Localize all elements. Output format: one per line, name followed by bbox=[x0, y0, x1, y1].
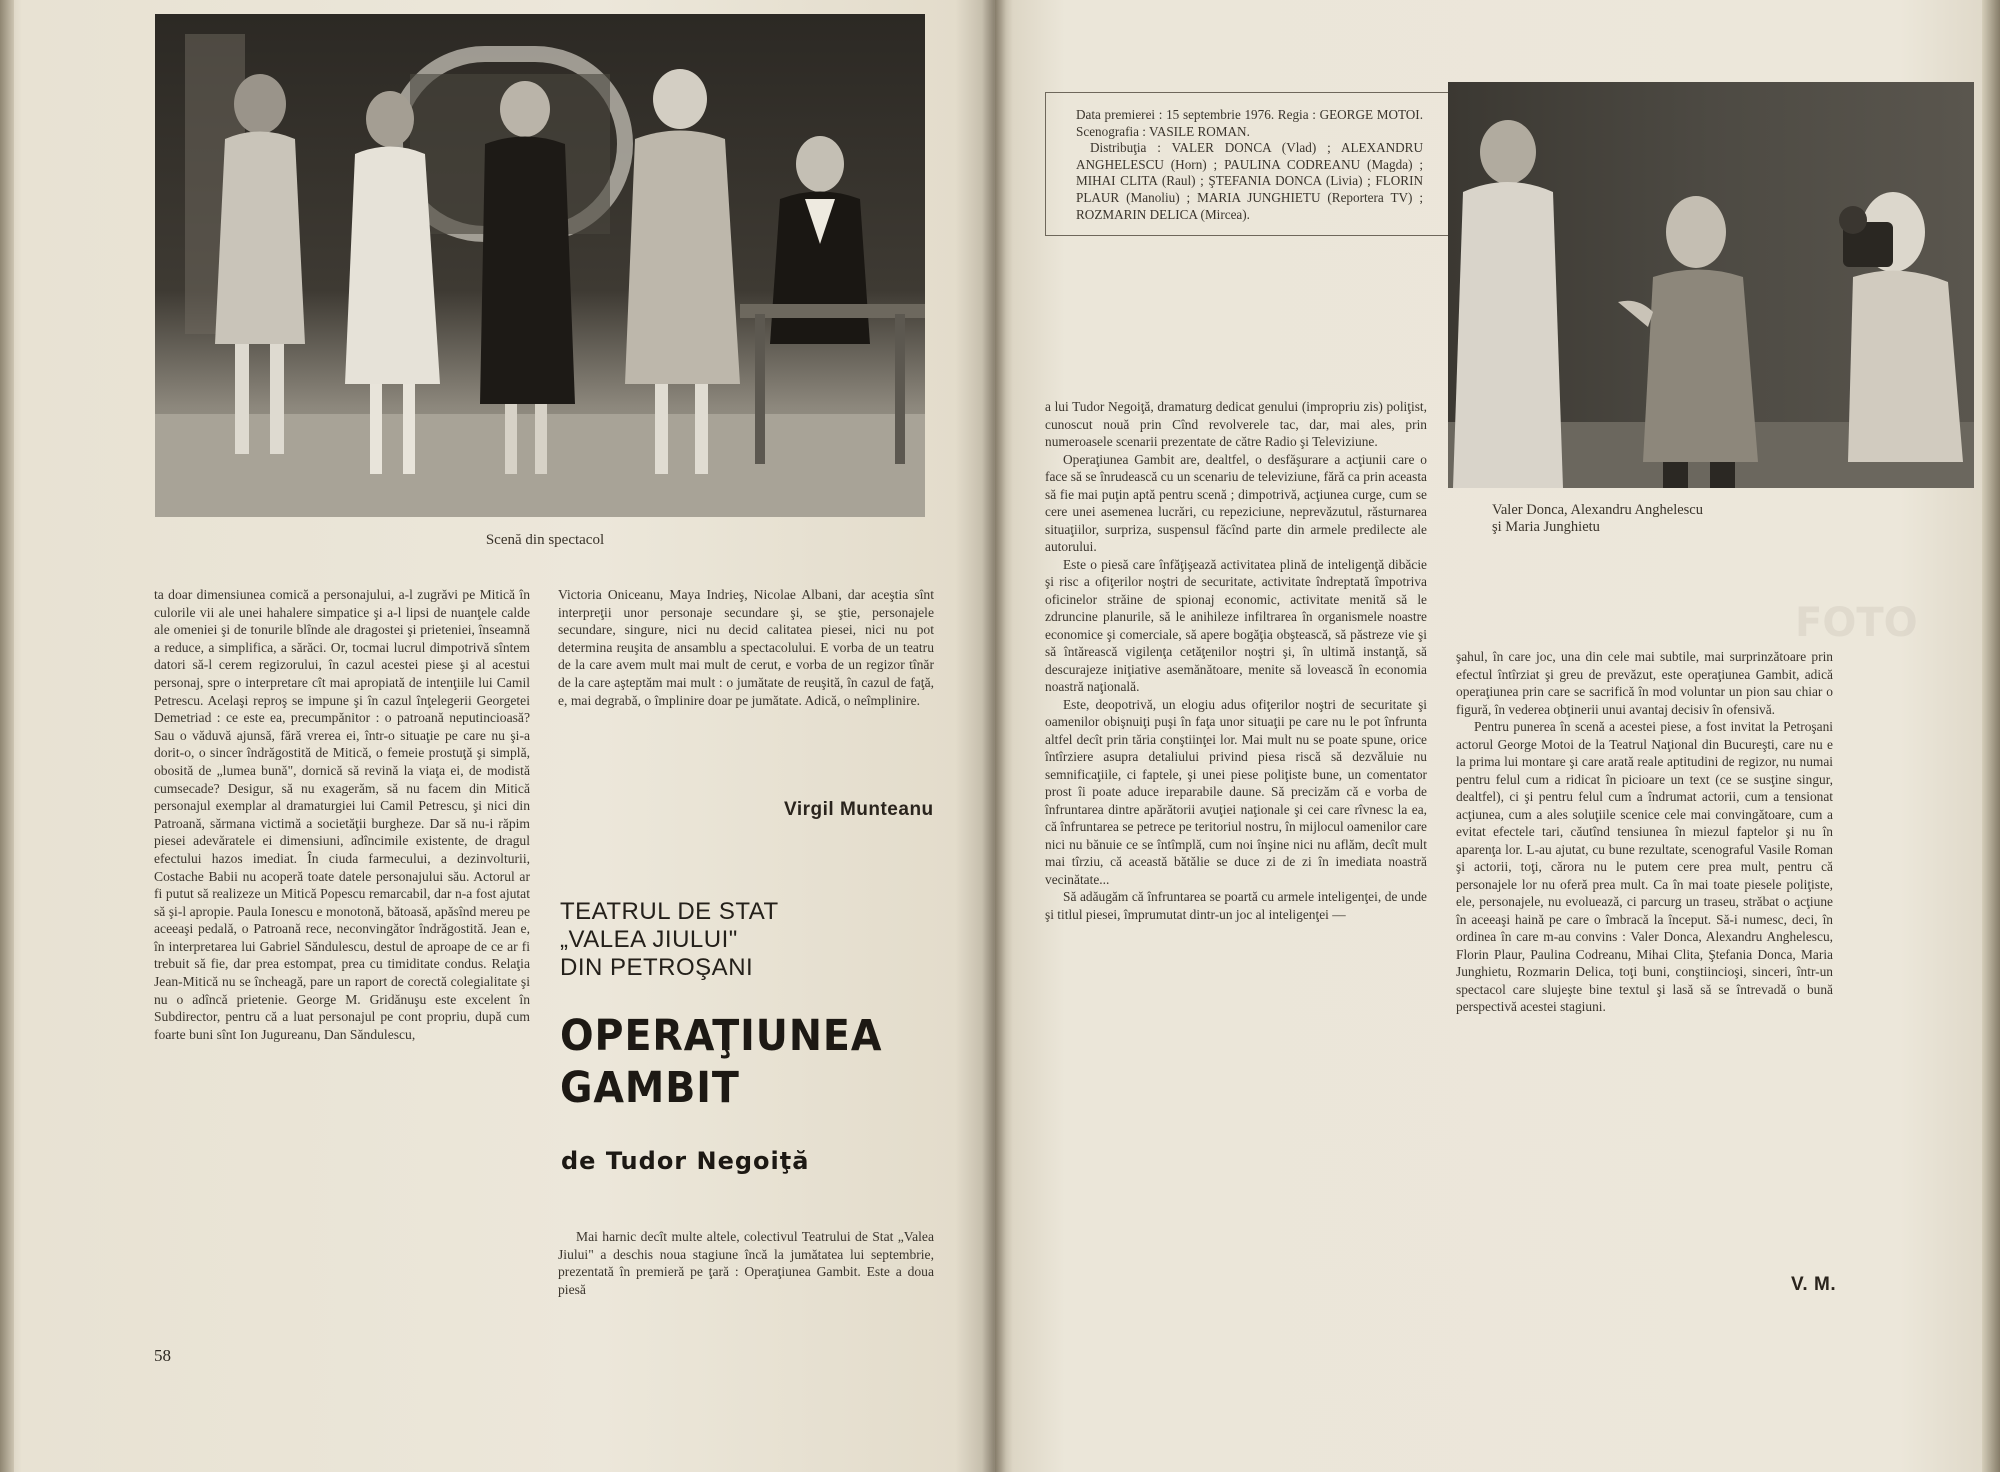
paragraph: Pentru punerea în scenă a acestei piese, a fost invitat la Petroşani actorul George Motoi de la Teatrul Naţional din Bucureşti, care nu e la prima lui montare şi care arată reale aptitudini de regizor, nu numai pentru felul cum a ridicat în picioare un text (ce se susţine singur, dealtfel), ci şi pentru felul cum a îndrumat actorii, cum a tensionat acţiunea, cum a ales soluţiile scenice cele mai convingătoare, cum a evitat efectele tari, căutînd tensiunea în miezul faptelor şi nu în aparenţa lor. L-au ajutat, cu bune rezultate, scenograful Vasile Roman şi actorii, toţi, cărora nu le putem cere prea mult, pentru că personajele lor nu oferă prea mult. Ca în mai toate piesele poliţiste, ele, personajele, nu evoluează, ci parcurg un traseu, străbat o acţiune în aceeaşi haină pe care o îmbracă la început. Să-i numesc, deci, în ordinea în care m-au convins : Valer Donca, Alexandru Anghelescu, Florin Plaur, Paulina Codreanu, Mihai Clita, Ştefania Donca, Maria Junghietu, Rozmarin Delica, toţi buni, conştiincioşi, sinceri, într-un spectacol care slujeşte bine textul şi lasă să se întrevadă o bună perspectivă acestei stagiuni. bbox=[1456, 719, 1833, 1014]
theatre-line: TEATRUL DE STAT bbox=[560, 898, 779, 925]
paragraph: Victoria Oniceanu, Maya Indrieş, Nicolae Albani, dar aceştia sînt interpreţii unor personaje secundare şi, se ştie, personajele secundare, singure, nici nu decid calitatea piesei, nici nu pot determina reuşita de ansamblu a spectacolului. E vorba de un teatru de la care avem mult mai mult de cerut, e vorba de un regizor tînăr de la care aşteptăm mai mult : o jumătate de reuşită, în cazul de faţă, e, mai degrabă, o împlinire doar pe jumătate. Adică, o neîmplinire. bbox=[558, 587, 934, 708]
paragraph: Să adăugăm că înfruntarea se poartă cu armele inteligenţei, de unde şi titlul piesei, împrumutat dintr-un joc al inteligenţei — bbox=[1045, 889, 1427, 922]
play-title bbox=[560, 1010, 882, 1114]
caption-line: Valer Donca, Alexandru Anghelescu bbox=[1492, 502, 1703, 518]
photo-caption: Scenă din spectacol bbox=[485, 532, 605, 548]
title-line: GAMBIT bbox=[560, 1063, 740, 1113]
left-page bbox=[0, 0, 995, 1472]
article-column-1 bbox=[154, 586, 530, 1043]
author-signature: Virgil Munteanu bbox=[784, 799, 934, 820]
theatre-line: DIN PETROŞANI bbox=[560, 954, 754, 981]
paragraph: Este o piesă care înfăţişează activitatea plină de inteligenţă dibăcie şi risc a ofiţerilor noştri de securitate, activitate îndreptată împotriva oficinelor străine de spionaj economic, activitate menită să le zdruncine planurile, să le anihileze infiltrarea în organismele noastre economice şi comerciale, să apere bogăţia obştească, să păstreze vie şi să întărească vigilenţa cetăţenilor noştri şi, în ultimă instanţă, să descurajeze iniţiative asemănătoare, menite să lovească în economia noastră naţională. bbox=[1045, 556, 1427, 694]
title-line: OPERAŢIUNEA bbox=[560, 1011, 883, 1061]
actors-photo-caption bbox=[1492, 502, 1912, 537]
paragraph: Mai harnic decît multe altele, colectivul Teatrului de Stat „Valea Jiului" a deschis noua stagiune încă la jumătatea lui septembrie, prezentată în premieră pe ţară : Operaţiunea Gambit. Este a doua piesă bbox=[558, 1229, 934, 1297]
theatre-heading bbox=[560, 898, 779, 982]
article-column-4 bbox=[1456, 648, 1833, 1016]
premiere-info: Data premierei : 15 septembrie 1976. Regia : GEORGE MOTOI. Scenografia : VASILE ROMAN. bbox=[1076, 107, 1423, 139]
paragraph: a lui Tudor Negoiţă, dramaturg dedicat genului (impropriu zis) poliţist, cunoscut nouă prin Cînd revolverele tac, dar, mai ales, prin numeroasele scenarii prezentate de către Radio şi Televiziune. bbox=[1045, 399, 1427, 449]
article-column-3 bbox=[1045, 398, 1427, 923]
caption-line: şi Maria Junghietu bbox=[1492, 519, 1600, 536]
theatre-line: „VALEA JIULUI" bbox=[560, 926, 738, 953]
book-gutter bbox=[982, 0, 1006, 1472]
paragraph: şahul, în care joc, una din cele mai subtile, mai surprinzătoare prin efectul întîrziat şi greu de prevăzut, este operaţiunea Gambit, adică operaţiunea prin care se sacrifică în mod voluntar un pion sau chiar o figură, în vederea obţinerii unui avantaj decisiv în ofensivă. bbox=[1456, 649, 1833, 717]
page-edge bbox=[0, 0, 14, 1472]
paragraph: Operaţiunea Gambit are, dealtfel, o desfăşurare a acţiunii care o face să se înrudească cu un scenariu de televiziune, fără ca prin aceasta să fie mai puţin aptă pentru scenă ; dimpotrivă, acţiunea curge, cum se cere unei asemenea lucrări, cu repeziciune, neprevăzutul, răsturnarea situaţiilor, surpriza, suspensul făcînd parte din armele predilecte ale autorului. bbox=[1045, 451, 1427, 554]
page-number: 58 bbox=[154, 1346, 171, 1365]
actors-photo bbox=[1448, 82, 1974, 488]
article-column-2 bbox=[558, 586, 934, 709]
page-edge bbox=[1982, 0, 2000, 1472]
play-author: de Tudor Negoiţă bbox=[561, 1147, 810, 1175]
production-info-box bbox=[1045, 92, 1450, 236]
bleed-through-text: FOTO bbox=[1795, 600, 1918, 646]
right-page bbox=[995, 0, 2000, 1472]
paragraph: Este, deopotrivă, un elogiu adus ofiţerilor noştri de securitate şi oamenilor obişnuiţi puşi în faţa unor situaţii pe care nu le pot înfrunta altfel decît prin tăria conştiinţei lor. Mai mult nu se poate spune, orice întîrziere asupra detaliului privind piesa riscă să dezvăluie nu semnificaţiile, ci faptele, şi unei piese poliţiste bune, un comentator prost îi poate aduce ireparabile daune. Să precizăm că e vorba de înfruntarea dintre apărătorii avuţiei naţionale şi cei care rîvnesc la ea, că înfruntarea se petrece pe teritoriul nostru, în mijlocul oamenilor care nici nu bănuie ce se întîmplă, cum noi înşine nici nu aflăm, decît mult mai tîrziu, că această bătălie se duce zi de zi în imediata noastră vecinătate... bbox=[1045, 696, 1427, 887]
stage-photo-image bbox=[155, 14, 925, 517]
stage-photo bbox=[155, 14, 925, 517]
cast-list: Distribuţia : VALER DONCA (Vlad) ; ALEXANDRU ANGHELESCU (Horn) ; PAULINA CODREANU (Magda) ; MIHAI CLITA (Raul) ; ŞTEFANIA DONCA (Livia) ; FLORIN PLAUR (Manoliu) ; MARIA JUNGHIETU (Reportera TV) ; ROZMARIN DELICA (Mircea). bbox=[1076, 140, 1423, 222]
actors-photo-image bbox=[1448, 82, 1974, 488]
article-intro bbox=[558, 1228, 934, 1298]
author-signature: V. M. bbox=[1791, 1274, 1837, 1295]
paragraph: ta doar dimensiunea comică a personajului, a-l zugrăvi pe Mitică în culorile vii ale unei hahalere simpatice şi a-l lipsi de nuanţele calde ale omeniei şi de tonurile blînde ale dragostei şi prieteniei, înseamnă a reduce, a simplifica, a sărăci. Or, tocmai lucrul dimpotrivă sîntem datori să-l cerem regizorului, în cazul acestei piese şi al acestui personaj, spre o interpretare cît mai apropiată de intenţiile lui Camil Petrescu. Acelaşi reproş se impune şi în cazul înţelegerii Georgetei Demetriad : ce este ea, precumpănitor : o patroană neputincioasă? Sau o văduvă ajunsă, fără vrerea ei, într-o situaţie pe care nu şi-a dorit-o, o sincer îndrăgostită de Mitică, o femeie prostuţă şi simplă, obosită de „lumea bună", dornică să revină la viaţa ei, de modistă cumsecade? Desigur, să nu exagerăm, să nu facem din Mitică personajul exemplar al dramaturgiei lui Camil Petrescu, şi nici din Patroană, sărmana victimă a societăţii burgheze. Dar să nu-i răpim piesei adevăratele ei dimensiuni, adîncimile existente, de dragul efectului hazos imediat. În ciuda farmecului, a dezinvolturii, Costache Babii nu acoperă toate datele personajului său. Actorul ar fi putut să realizeze un Mitică Popescu remarcabil, dar n-a fost ajutat să şi-l apropie. Paula Ionescu e monotonă, bătoasă, apăsînd mereu pe aceeaşi pedală, o Patroană rece, neconvingător îndrăgostită. Jean e, în interpretarea lui Gabriel Săndulescu, destul de aproape de ce ar fi trebuit să fie, dar prea estompat, prea cu timiditate condus. Relaţia Jean-Mitică nu se încheagă, pare un raport de corectă colegialitate şi nu o adîncă prietenie. George M. Gridănuşu este excelent în Subdirector, pentru că a luat personajul pe cont propriu, după cum foarte buni sînt Ion Jugureanu, Dan Săndulescu, bbox=[154, 587, 530, 1042]
